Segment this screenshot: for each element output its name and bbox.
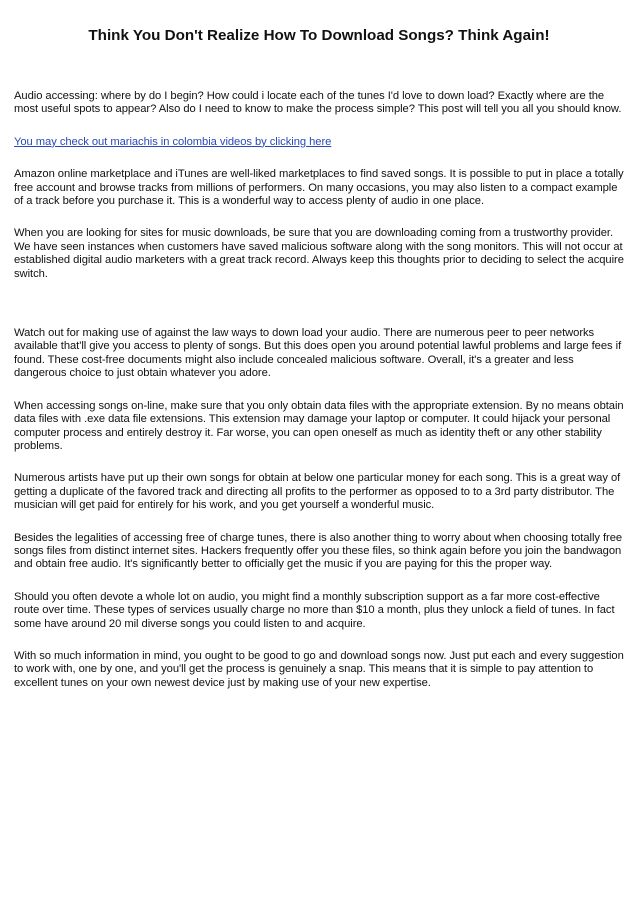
spacer xyxy=(14,631,626,650)
link-paragraph xyxy=(14,136,626,149)
paragraph-subscription: Should you often devote a whole lot on audio, you might find a monthly subscription support as a far more cost-effective route over time. These types of services usually charge no more than $10 a month, plus they unlock a field of tunes. In fact some have around 20 mil diverse songs you could listen to and acquire. xyxy=(14,590,615,630)
spacer xyxy=(14,381,626,400)
intro-paragraph: Audio accessing: where by do I begin? How could i locate each of the tunes I'd love to down load? Exactly where are the most useful spots to appear? Also do I need to know to make the process simple? This post will tell you all you should know. xyxy=(14,90,622,116)
paragraph-artists: Numerous artists have put up their own songs for obtain at below one particular money for each song. This is a great way of getting a duplicate of the favored track and directing all profits to the performer as opposed to to a 3rd party distributor. The musician will get paid for entirely for his work, and you get yourself a wonderful music. xyxy=(14,472,621,512)
paragraph-illegal-download: Watch out for making use of against the law ways to down load your audio. There are numerous peer to peer networks available that'll give you access to plenty of songs. But this does open you around potential lawful problems and large fees if found. These cost-free documents might also include concealed malicious software. Overall, it's a greater and less dangerous choice to just obtain whatever you adore. xyxy=(14,327,622,380)
spacer xyxy=(14,208,626,227)
paragraph-amazon-itunes: Amazon online marketplace and iTunes are well-liked marketplaces to find saved songs. It is possible to put in place a totally free account and browse tracks from millions of performers. On many occasions, you may also listen to a compact example of a track before you purchase it. This is a wonderful way to access plenty of audio in one place. xyxy=(14,168,624,208)
spacer xyxy=(14,281,626,327)
spacer xyxy=(14,572,626,591)
page-title: Think You Don't Realize How To Download Songs? Think Again! xyxy=(88,27,550,44)
spacer xyxy=(14,453,626,472)
article-body xyxy=(14,90,626,690)
paragraph-conclusion: With so much information in mind, you ought to be good to go and download songs now. Just put each and every suggestion to work with, one by one, and you'll get the process is genuinely a snap. This means that it is simple to pay attention to excellent tunes on your own newest device just by making use of your new expertise. xyxy=(14,649,624,689)
mariachis-videos-link[interactable]: You may check out mariachis in colombia videos by clicking here xyxy=(14,135,332,148)
spacer xyxy=(14,117,626,136)
spacer xyxy=(14,149,626,168)
paragraph-trustworthy-provider: When you are looking for sites for music downloads, be sure that you are downloading coming from a trustworthy provider. We have seen instances when customers have saved malicious software along with the song monitors. This will not occur at established digital audio marketers with a great track record. Always keep this thoughts prior to deciding to select the acquire switch. xyxy=(14,227,624,280)
spacer xyxy=(14,513,626,532)
paragraph-legalities: Besides the legalities of accessing free of charge tunes, there is also another thing to worry about when choosing totally free songs files from distinct internet sites. Hackers frequently offer you these files, so think again before you join the bandwagon and obtain free audio. It's significantly better to officially get the music if you are paying for this the proper way. xyxy=(14,531,623,571)
paragraph-file-extension: When accessing songs on-line, make sure that you only obtain data files with the appropriate extension. By no means obtain data files with .exe data file extensions. This extension may damage your laptop or computer. It could hijack your personal computer process and entirely destroy it. Far worse, you can open oneself as much as identity theft or any other stability problems. xyxy=(14,399,624,452)
